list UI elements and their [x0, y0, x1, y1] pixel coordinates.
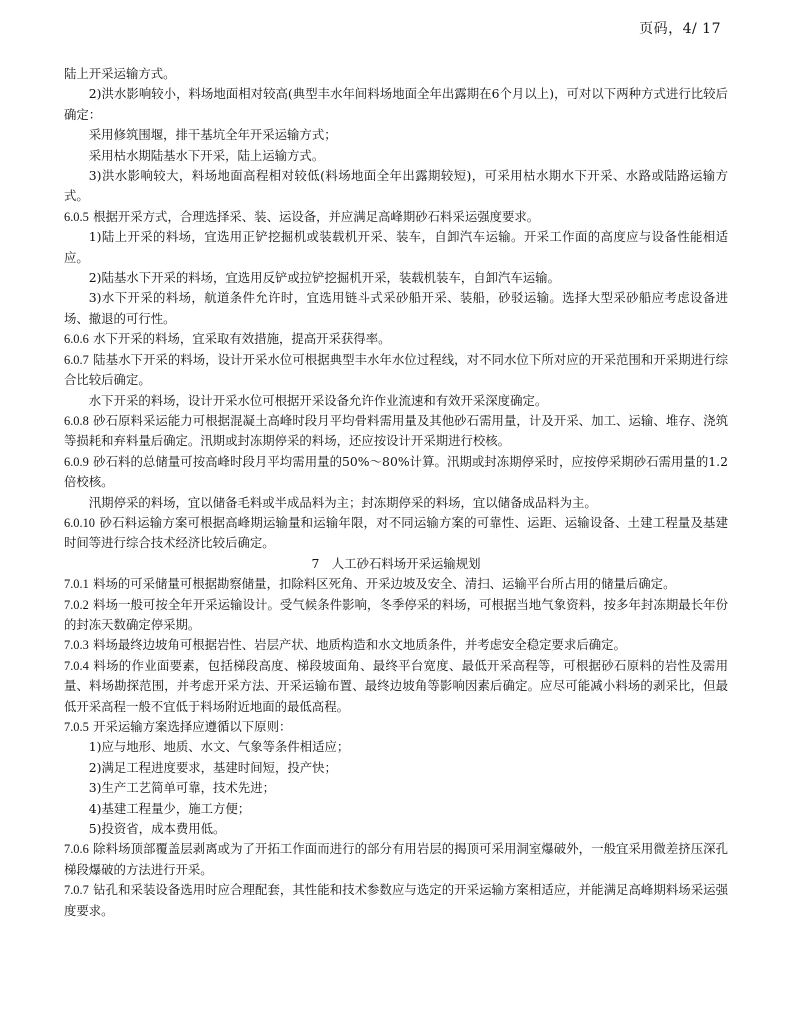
clause-text: 砂石料的总储量可按高峰时段月平均需用量的50%～80%计算。汛期或封冻期停采时，应按停采期砂石需用量的1.2倍校核。: [64, 453, 728, 490]
clause-paragraph: [64, 513, 728, 554]
body-paragraph: 3)洪水影响较大，料场地面高程相对较低(料场地面全年出露期较短)，可采用枯水期水下开采、水路或陆路运输方式。: [64, 168, 728, 204]
body-paragraph: 1)应与地形、地质、水文、气象等条件相适应；: [88, 739, 350, 755]
clause-paragraph: [64, 329, 728, 349]
clause-paragraph: [64, 635, 728, 655]
clause-number: 7.0.3: [64, 638, 89, 653]
clause-paragraph: [64, 452, 728, 493]
document-body: [64, 64, 728, 921]
clause-number: 7.0.6: [64, 842, 89, 857]
clause-number: 6.0.6: [64, 332, 89, 347]
clause-text: 料场的可采储量可根据勘察储量，扣除料区死角、开采边坡及安全、清扫、运输平台所占用的储量后确定。: [93, 576, 676, 592]
clause-paragraph: [64, 595, 728, 636]
body-paragraph: 采用修筑围堰，排干基坑全年开采运输方式；: [88, 127, 337, 143]
body-paragraph: 2)满足工程进度要求，基建时间短，投产快；: [88, 759, 337, 775]
clause-text: 料场的作业面要素，包括梯段高度、梯段坡面角、最终平台宽度、最低开采高程等，可根据砂石原料的岩性及需用量、料场勘探范围，并考虑开采方法、开采运输布置、最终边坡角等影响因素后确定。应尽可能减小料场的剥采比，但最低开采高程一般不宜低于料场附近地面的最低高程。: [64, 657, 728, 714]
clause-number: 6.0.10: [64, 515, 95, 530]
body-paragraph: 采用枯水期陆基水下开采，陆上运输方式。: [88, 147, 325, 163]
clause-paragraph: [64, 411, 728, 452]
clause-paragraph: [64, 839, 728, 880]
clause-number: 7.0.7: [64, 883, 89, 898]
clause-text: 陆基水下开采的料场，设计开采水位可根据典型丰水年水位过程线，对不同水位下所对应的开采范围和开采期进行综合比较后确定。: [64, 351, 728, 388]
clause-number: 6.0.9: [64, 454, 89, 469]
clause-text: 砂石原料采运能力可根据混凝土高峰时段月平均骨料需用量及其他砂石需用量，计及开采、加工、运输、堆存、浇筑等损耗和弃料量后确定。汛期或封冻期停采的料场，还应按设计开采期进行校核。: [64, 412, 728, 449]
clause-paragraph: [64, 574, 728, 594]
clause-text: 根据开采方式，合理选择采、装、运设备，并应满足高峰期砂石料采运强度要求。: [93, 208, 540, 224]
clause-paragraph: [64, 207, 728, 227]
clause-number: 7.0.5: [64, 720, 89, 734]
body-paragraph: 汛期停采的料场，宜以储备毛料或半成品料为主；封冻期停采的料场，宜以储备成品料为主。: [88, 494, 597, 510]
clause-paragraph: [64, 350, 728, 391]
clause-number: 6.0.5: [64, 209, 89, 224]
clause-number: 7.0.4: [64, 658, 89, 673]
clause-text: 砂石料运输方案可根据高峰期运输量和运输年限，对不同运输方案的可靠性、运距、运输设备、土建工程量及基建时间等进行综合技术经济比较后确定。: [64, 514, 728, 551]
body-paragraph: 2)洪水影响较小，料场地面相对较高(典型丰水年间料场地面全年出露期在6个月以上)，可对以下两种方式进行比较后确定：: [64, 86, 728, 122]
page-number: 页码，4/ 17: [639, 21, 721, 37]
clause-text: 料场一般可按全年开采运输设计。受气候条件影响，冬季停采的料场，可根据当地气象资料，按多年封冻期最长年份的封冻天数确定停采期。: [64, 596, 728, 632]
body-paragraph: 陆上开采运输方式。: [64, 66, 176, 81]
body-paragraph: 4)基建工程量少，施工方便；: [88, 800, 251, 816]
body-paragraph: 1)陆上开采的料场，宜选用正铲挖掘机或装载机开采、装车，自卸汽车运输。开采工作面的高度应与设备性能相适应。: [64, 229, 728, 265]
clause-text: 水下开采的料场，宜采取有效措施，提高开采获得率。: [93, 331, 391, 347]
clause-text: 开采运输方案选择应遵循以下原则：: [93, 719, 292, 734]
clause-text: 除料场顶部覆盖层剥离或为了开拓工作面而进行的部分有用岩层的揭顶可采用洞室爆破外，一般宜采用微差挤压深孔梯段爆破的方法进行开采。: [64, 841, 728, 877]
body-paragraph: 水下开采的料场，设计开采水位可根据开采设备允许作业流速和有效开采深度确定。: [88, 392, 548, 408]
clause-number: 7.0.2: [64, 597, 89, 612]
body-paragraph: 3)生产工艺简单可靠，技术先进；: [88, 780, 275, 796]
clause-text: 钻孔和采装设备选用时应合理配套，其性能和技术参数应与选定的开采运输方案相适应，并能满足高峰期料场采运强度要求。: [64, 882, 728, 918]
clause-text: 料场最终边坡角可根据岩性、岩层产状、地质构造和水文地质条件，并考虑安全稳定要求后确定。: [93, 637, 626, 653]
chapter-heading: 7 人工砂石料场开采运输规划: [311, 555, 481, 571]
clause-number: 6.0.8: [64, 413, 89, 428]
body-paragraph: 3)水下开采的料场，航道条件允许时，宜选用链斗式采砂船开采、装船，砂驳运输。选择大型采砂船应考虑设备进场、撤退的可行性。: [64, 290, 728, 326]
clause-paragraph: [64, 880, 728, 921]
clause-number: 6.0.7: [64, 352, 89, 367]
clause-paragraph: [64, 656, 728, 717]
body-paragraph: 5)投资省，成本费用低。: [88, 821, 226, 837]
clause-paragraph: [64, 717, 728, 737]
clause-number: 7.0.1: [64, 577, 89, 592]
body-paragraph: 2)陆基水下开采的料场，宜选用反铲或拉铲挖掘机开采，装载机装车，自卸汽车运输。: [88, 270, 560, 286]
